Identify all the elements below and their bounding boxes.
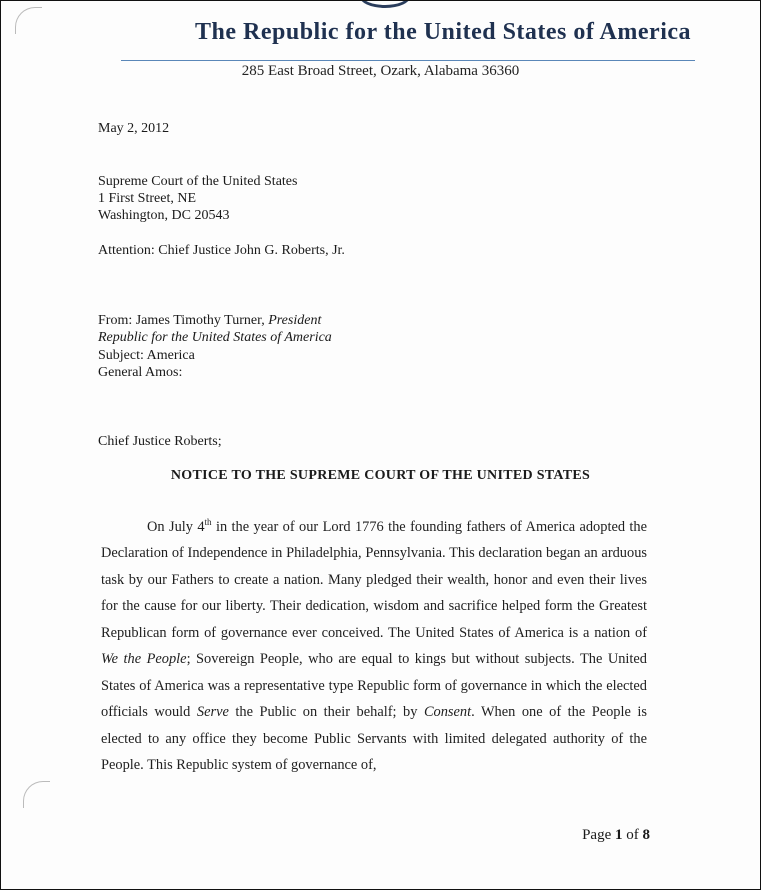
recipient-line: 1 First Street, NE — [98, 191, 196, 206]
body-text: in the year of our Lord 1776 the founding fathers of America adopted the Declaration of Independence in Philadelphia, Pennsylvania. This declaration began an arduous task by our Fathers to create a nation. Many pledged their wealth, honor and even their lives for the cause for our liberty. Their dedication, wisdom and sacrifice helped form the Greatest Republican form of governance ever conceived. The United States of America is a nation of — [101, 518, 647, 641]
letterhead-title: The Republic for the United States of America — [195, 19, 692, 45]
attention-line: Attention: Chief Justice John G. Roberts, Jr. — [98, 243, 345, 258]
body-emphasis: Serve — [196, 704, 229, 721]
seal-emblem — [359, 0, 411, 8]
body-emphasis: We the People — [101, 651, 187, 668]
body-superscript: th — [204, 517, 212, 527]
cc-line: General Amos: — [98, 365, 183, 380]
body-paragraph — [101, 509, 647, 779]
from-org — [98, 329, 332, 346]
from-line — [98, 312, 321, 329]
from-org-text: Republic for the United States of America — [98, 330, 332, 345]
letter-date: May 2, 2012 — [98, 121, 170, 136]
page-total: 8 — [642, 827, 650, 843]
body-text: . When one of the People is elected to any office they become Public Servants with limited delegated authority of the People. This Republic system of governance of, — [101, 704, 647, 774]
body-text: ; Sovereign People, who are equal to kings but without subjects. The United States of America was a representative type Republic form of governance in which the elected officials would — [101, 651, 647, 721]
from-title: President — [268, 313, 322, 328]
page-number: 1 — [615, 827, 623, 843]
body-text: the Public on their behalf; by — [228, 704, 424, 721]
subject-line: Subject: America — [98, 348, 195, 363]
scan-mark — [23, 781, 50, 808]
page-word: Page — [582, 827, 615, 843]
letterhead-rule — [121, 60, 695, 61]
notice-heading: NOTICE TO THE SUPREME COURT OF THE UNITED STATES — [170, 468, 591, 483]
salutation: Chief Justice Roberts; — [98, 434, 222, 449]
body-text: On July 4 — [147, 518, 205, 535]
letterhead-address: 285 East Broad Street, Ozark, Alabama 36360 — [241, 63, 520, 79]
recipient-line: Supreme Court of the United States — [98, 174, 298, 189]
body-emphasis: Consent — [423, 704, 472, 721]
recipient-line: Washington, DC 20543 — [98, 208, 230, 223]
from-prefix: From: James Timothy Turner, — [98, 313, 269, 328]
scan-mark — [15, 7, 42, 34]
page-footer — [582, 827, 650, 844]
of-word: of — [622, 827, 643, 843]
